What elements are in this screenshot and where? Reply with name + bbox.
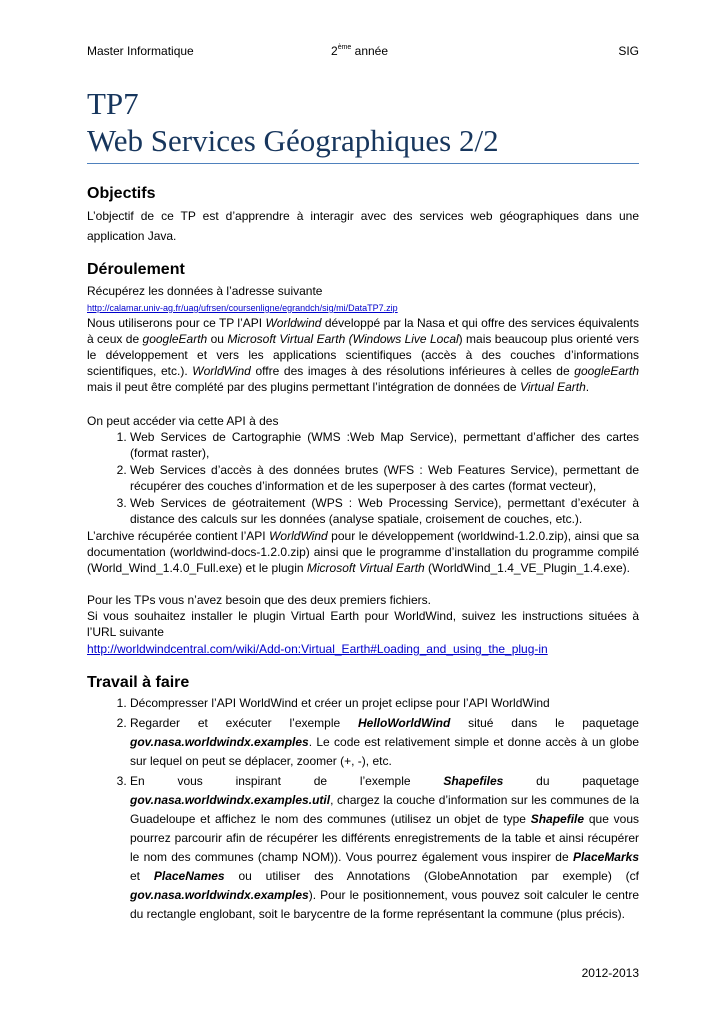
footer-year: 2012-2013 [581, 966, 639, 980]
task2-text: . Le code est relativement simple et donne accès à un globe sur lequel on peut se déplacer, zoomer (+, -), etc. [130, 735, 639, 768]
list-item: 3. Web Services de géotraitement (WPS : Web Processing Service), permettant d’exécuter à distance des calculs sur les données (analyse spatiale, croisement de couches, etc.). [130, 495, 639, 527]
header-year [331, 44, 388, 58]
task3-package: gov.nasa.worldwindx.examples [130, 888, 309, 902]
access-list [87, 429, 639, 528]
task3-text: En vous inspirant de l’exemple [130, 774, 444, 788]
task2-text: Regarder et exécuter l’exemple [130, 716, 358, 730]
deroulement-paragraph-1 [87, 315, 639, 395]
access-intro: On peut accéder via cette API à des [87, 414, 279, 428]
p2-worldwind: WorldWind [269, 529, 328, 543]
task-list [87, 694, 639, 925]
deroulement-intro: Récupérez les données à l’adresse suivante [87, 284, 323, 298]
list-item [130, 714, 639, 771]
document-page [87, 0, 639, 1024]
p1-text: développé par la Nasa et qui offre des services équivalents à ceux de [87, 316, 639, 346]
list-item: 2. Web Services d’accès à des données brutes (WFS : Web Features Service), permettant de récupérer des couches d’information et de les superposer à des cartes (format vecteur), [130, 462, 639, 494]
p2-text: pour le développement (worldwind-1.2.0.zip), ainsi que sa documentation (worldwind-docs-1.2.0.zip) ainsi que le programme d’installation du programme compilé (World_Wind_1.4.0_Full.exe) et le plugin [87, 529, 640, 575]
data-url-link[interactable]: http://calamar.univ-ag.fr/uag/ufrsen/coursenligne/egrandch/sig/mi/DataTP7.zip [87, 303, 398, 313]
task3-text: ou utiliser des Annotations (GlobeAnnotation par exemple) (cf [224, 869, 640, 883]
plugin-url-line [87, 641, 639, 657]
task3-text: , chargez la couche d’information sur les communes de la Guadeloupe et affichez le nom des communes (utilisez un objet de type [130, 793, 639, 826]
title-line-1: TP7 [87, 86, 139, 121]
p2-text: (WorldWind_1.4_VE_Plugin_1.4.exe). [424, 561, 630, 575]
task3-placenames: PlaceNames [153, 869, 225, 883]
section-heading-travail: Travail à faire [87, 674, 190, 691]
header-course: Master Informatique [87, 44, 194, 58]
p1-virtual-earth: Virtual Earth [519, 380, 586, 394]
task3-shapefiles: Shapefiles [443, 774, 504, 788]
task3-package-util: gov.nasa.worldwindx.examples.util [130, 793, 331, 807]
section-heading-objectifs: Objectifs [87, 185, 156, 202]
p1-text: Nous utiliserons pour ce TP l’API [87, 316, 266, 330]
deroulement-paragraph-4: Si vous souhaitez installer le plugin Virtual Earth pour WorldWind, suivez les instructions situées à l’URL suivante [87, 609, 639, 639]
p1-googleearth: googleEarth [574, 364, 639, 378]
p1-text: offre des images à des résolutions inférieures à celles de [250, 364, 575, 378]
task3-text: ). Pour le positionnement, vous pouvez soit calculer le centre du rectangle englobant, soit le barycentre de la forme représentant la commune (plus précis). [130, 888, 639, 921]
list-item: 1. Décompresser l’API WorldWind et créer un projet eclipse pour l’API WorldWind [130, 694, 639, 713]
task2-text: situé dans le paquetage [450, 716, 639, 730]
p1-text: ) mais beaucoup plus orienté vers le développement et vers les applications scientifiques (accès à des couches d’informations scientifiques, etc.). [87, 332, 639, 378]
page-title [87, 85, 639, 159]
p2-text: L’archive récupérée contient l’API [87, 529, 270, 543]
task3-placemarks: PlaceMarks [572, 850, 639, 864]
p1-worldwind: WorldWind [192, 364, 251, 378]
task2-package: gov.nasa.worldwindx.examples [130, 735, 309, 749]
p1-text: . [585, 380, 590, 394]
title-divider [87, 163, 639, 164]
page-header [87, 44, 639, 60]
deroulement-paragraph-3: Pour les TPs vous n’avez besoin que des deux premiers fichiers. [87, 593, 431, 607]
data-url-line [87, 299, 639, 316]
section-heading-deroulement: Déroulement [87, 261, 185, 278]
list-item [130, 772, 639, 924]
objectifs-text: L’objectif de ce TP est d’apprendre à interagir avec des services web géographiques dans une application Java. [87, 209, 639, 243]
p2-microsoft-virtual-earth: Microsoft Virtual Earth [306, 561, 425, 575]
p1-microsoft-virtual-earth: Microsoft Virtual Earth (Windows Live Local [227, 332, 459, 346]
task3-text: du paquetage [503, 774, 639, 788]
list-item: 1. Web Services de Cartographie (WMS :Web Map Service), permettant d’afficher des cartes (format raster), [130, 429, 639, 461]
header-year-sup: ème [337, 44, 352, 51]
p1-worldwind: Worldwind [265, 316, 322, 330]
task3-text: que vous pourrez parcourir afin de récupérer les différents enregistrements de la table et ainsi récupérer le nom des communes (champ NOM)). Vous pourrez également vous inspirer de [130, 812, 639, 864]
header-subject: SIG [618, 44, 639, 58]
plugin-url-link[interactable]: http://worldwindcentral.com/wiki/Add-on:Virtual_Earth#Loading_and_using_the_plug-in [87, 642, 548, 656]
header-year-word: année [351, 44, 389, 58]
p1-text: mais il peut être complété par des plugins permettant l’intégration de données de [87, 380, 520, 394]
task2-helloworldwind: HelloWorldWind [357, 716, 451, 730]
p1-googleearth: googleEarth [142, 332, 208, 346]
task3-text: et [130, 869, 154, 883]
deroulement-paragraph-2 [87, 528, 639, 576]
task3-shapefile: Shapefile [530, 812, 585, 826]
title-line-2: Web Services Géographiques 2/2 [87, 123, 499, 158]
header-year-number: 2 [331, 44, 338, 58]
p1-text: ou [207, 332, 228, 346]
